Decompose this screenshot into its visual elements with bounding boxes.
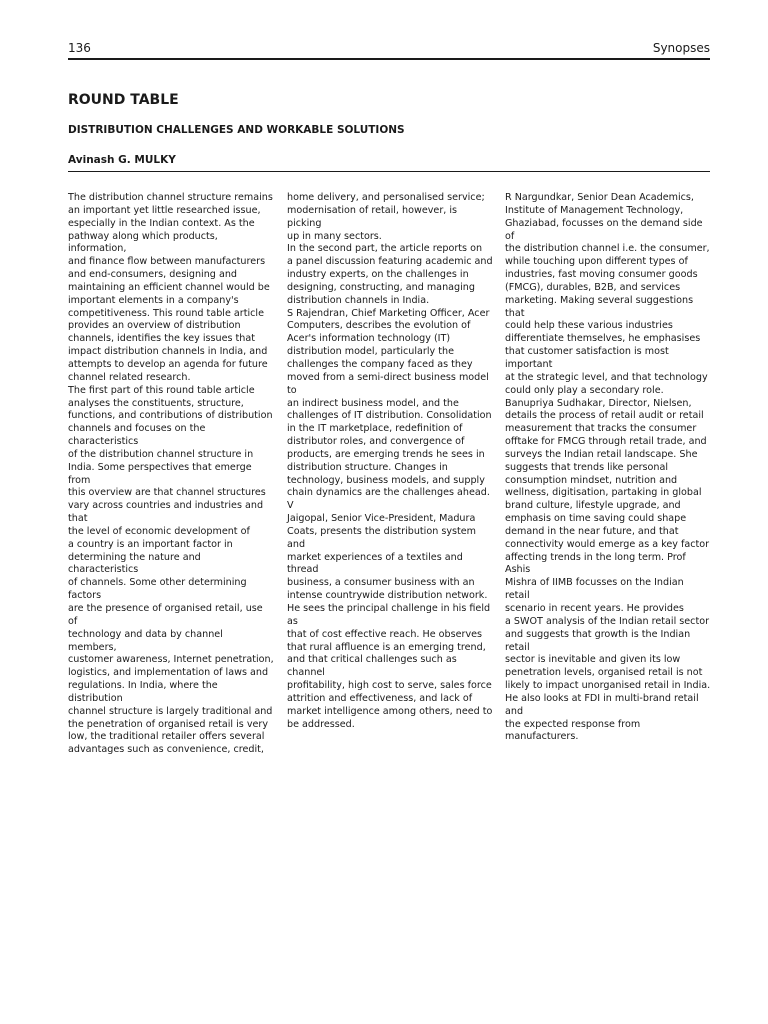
page-number: 136 xyxy=(68,41,91,55)
author-name: Avinash G. MULKY xyxy=(68,154,176,166)
body-column-3: R Nargundkar, Senior Dean Academics, Institute of Management Technology, Ghaziabad, focusses on the demand side of the distribution channel i.e. the consumer, while touching upon different types of industries, fast moving consumer goods (FMCG), durables, B2B, and services marketing. Making several suggestions that could help these various industries differentiate themselves, he emphasises that customer satisfaction is most important at the strategic level, and that technology could only play a secondary role. Banupriya Sudhakar, Director, Nielsen, details the process of retail audit or retail measurement that tracks the consumer offtake for FMCG through retail trade, and surveys the Indian retail landscape. She suggests that trends like personal consumption mindset, nutrition and wellness, digitisation, partaking in global brand culture, lifestyle upgrade, and emphasis on time saving could shape demand in the near future, and that connectivity would emerge as a key factor affecting trends in the long term. Prof Ashis Mishra of IIMB focusses on the Indian retail scenario in recent years. He provides a SWOT analysis of the Indian retail sector and suggests that growth is the Indian retail sector is inevitable and given its low penetration levels, organised retail is not likely to impact unorganised retail in India. He also looks at FDI in multi-brand retail and the expected response from manufacturers. xyxy=(505,192,711,743)
body-column-1: The distribution channel structure remains an important yet little researched issue, especially in the Indian context. As the pathway along which products, information, and finance flow between manufacturers and end-consumers, designing and maintaining an efficient channel would be important elements in a company's competitiveness. This round table article provides an overview of distribution channels, identifies the key issues that impact distribution channels in India, and attempts to develop an agenda for future channel related research. The first part of this round table article analyses the constituents, structure, functions, and contributions of distribution channels and focuses on the characteristics of the distribution channel structure in India. Some perspectives that emerge from this overview are that channel structures vary across countries and industries and that the level of economic development of a country is an important factor in determining the nature and characteristics of channels. Some other determining factors are the presence of organised retail, use of technology and data by channel members, customer awareness, Internet penetration, logistics, and implementation of laws and regulations. In India, where the distribution channel structure is largely traditional and the penetration of organised retail is very low, the traditional retailer offers several advantages such as convenience, credit, xyxy=(68,192,274,756)
section-title: ROUND TABLE xyxy=(68,92,179,108)
running-title: Synopses xyxy=(652,41,710,55)
article-title: DISTRIBUTION CHALLENGES AND WORKABLE SOLUTIONS xyxy=(68,124,405,136)
body-column-2: home delivery, and personalised service; modernisation of retail, however, is picking up in many sectors. In the second part, the article reports on a panel discussion featuring academic and industry experts, on the challenges in designing, constructing, and managing distribution channels in India. S Rajendran, Chief Marketing Officer, Acer Computers, describes the evolution of Acer's information technology (IT) distribution model, particularly the challenges the company faced as they moved from a semi-direct business model to an indirect business model, and the challenges of IT distribution. Consolidation in the IT marketplace, redefinition of distributor roles, and convergence of products, are emerging trends he sees in distribution structure. Changes in technology, business models, and supply chain dynamics are the challenges ahead. V Jaigopal, Senior Vice-President, Madura Coats, presents the distribution system and market experiences of a textiles and thread business, a consumer business with an intense countrywide distribution network. He sees the principal challenge in his field as that of cost effective reach. He observes that rural affluence is an emerging trend, and that critical challenges such as channel profitability, high cost to serve, sales force attrition and effectiveness, and lack of market intelligence among others, need to be addressed. xyxy=(287,192,493,730)
header-divider xyxy=(68,58,710,60)
title-divider xyxy=(68,171,710,172)
running-header xyxy=(68,40,710,56)
